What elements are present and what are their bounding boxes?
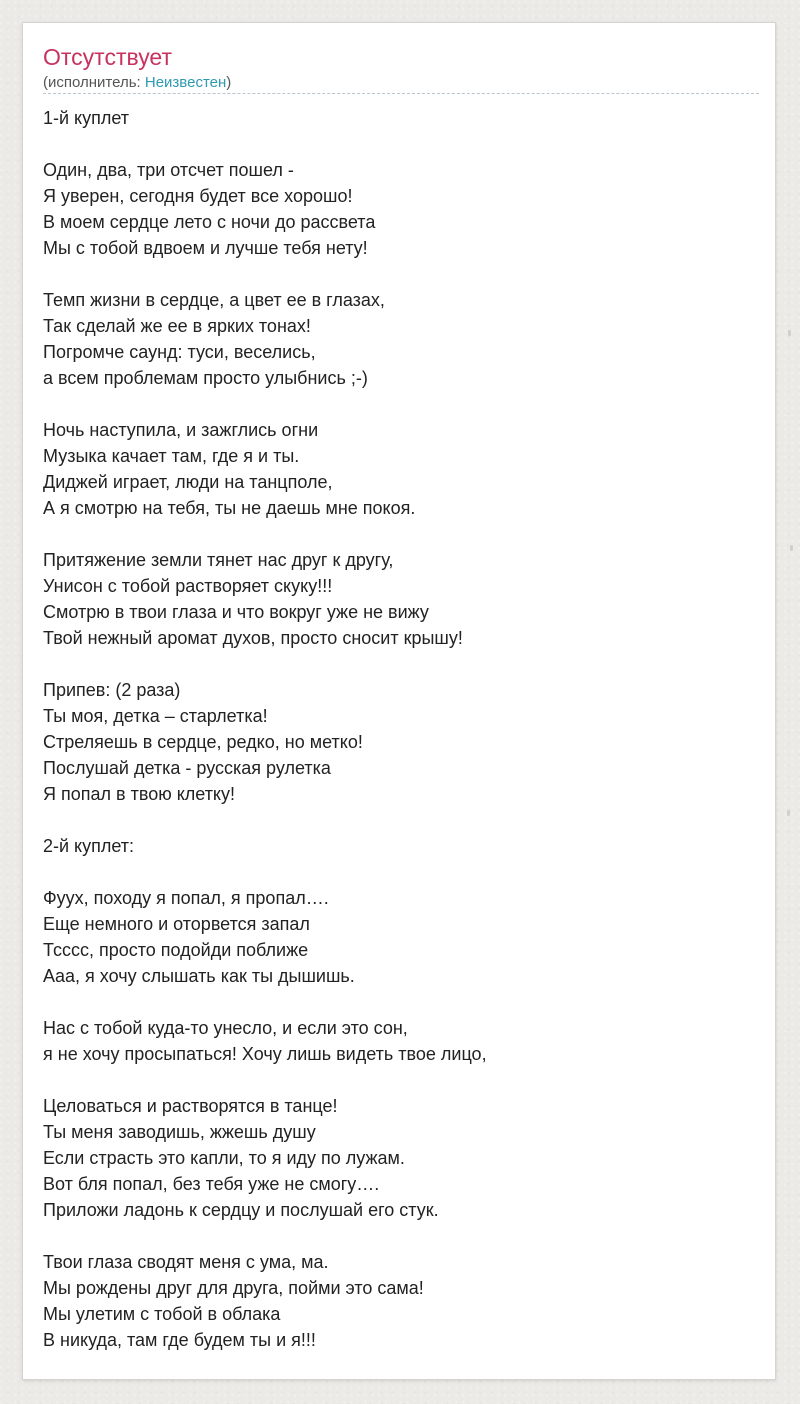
song-header	[43, 43, 759, 94]
artist-suffix: )	[226, 74, 232, 91]
background-texture-mark	[787, 810, 790, 816]
lyrics-text: 1-й куплет Один, два, три отсчет пошел - Я уверен, сегодня будет все хорошо! В моем сердце лето с ночи до рассвета Мы с тобой вдвоем и лучше тебя нету! Темп жизни в сердце, а цвет ее в глазах, Так сделай же ее в ярких тонах! Погромче саунд: туси, веселись, а всем проблемам просто улыбнись ;-) Ночь наступила, и зажглись огни Музыка качает там, где я и ты. Диджей играет, люди на танцполе, А я смотрю на тебя, ты не даешь мне покоя. Притяжение земли тянет нас друг к другу, Унисон с тобой растворяет скуку!!! Смотрю в твои глаза и что вокруг уже не вижу Твой нежный аромат духов, просто сносит крышу! Припев: (2 раза) Ты моя, детка – старлетка! Стреляешь в сердце, редко, но метко! Послушай детка - русская рулетка Я попал в твою клетку! 2-й куплет: Фуух, походу я попал, я пропал…. Еще немного и оторвется запал Тсссс, просто подойди поближе Aаа, я хочу слышать как ты дышишь. Нас с тобой куда-то унесло, и если это сон, я не хочу просыпаться! Хочу лишь видеть твое лицо, Целоваться и растворятся в танце! Ты меня заводишь, жжешь душу Если страсть это капли, то я иду по лужам. Вот бля попал, без тебя уже не смогу…. Приложи ладонь к сердцу и послушай его стук. Твои глаза сводят меня с ума, ма. Мы рождены друг для друга, пойми это сама! Мы улетим с тобой в облака В никуда, там где будем ты и я!!!	[43, 108, 487, 1350]
artist-line	[43, 73, 231, 93]
background-texture-mark	[788, 330, 791, 336]
song-title: Отсутствует	[43, 44, 172, 70]
background-texture-mark	[790, 545, 793, 551]
artist-prefix: (исполнитель:	[43, 74, 145, 91]
lyrics-card	[22, 22, 776, 1380]
artist-link[interactable]: Неизвестен	[144, 74, 227, 91]
